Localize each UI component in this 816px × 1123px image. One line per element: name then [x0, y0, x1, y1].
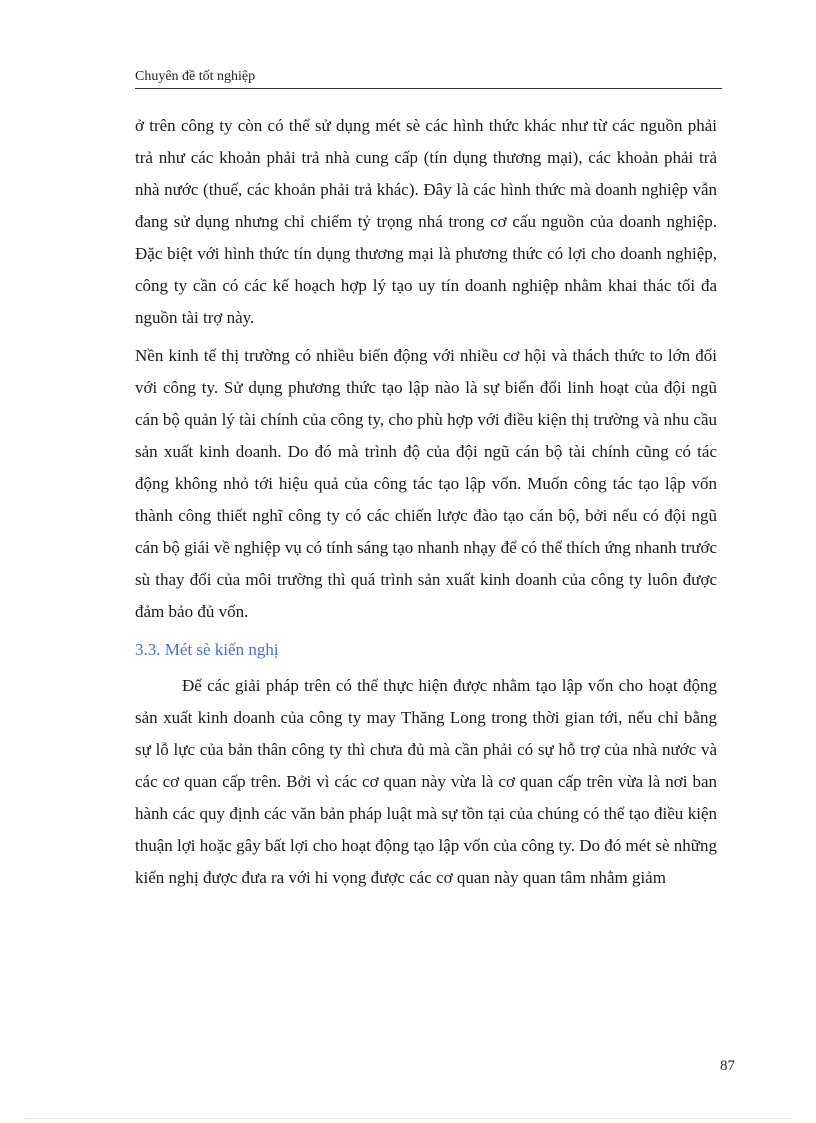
page-header: [135, 68, 722, 89]
paragraph-1: ở trên công ty còn có thể sử dụng mét sè các hình thức khác như từ các nguồn phải trả như các khoản phải trả nhà cung cấp (tín dụng thương mại), các khoản phải trả nhà nước (thuế, các khoản phải trả khác). Đây là các hình thức mà doanh nghiệp vẫn đang sử dụng nhưng chỉ chiếm tỷ trọng nhá trong cơ cấu nguồn của doanh nghiệp. Đặc biệt với hình thức tín dụng thương mại là phương thức có lợi cho doanh nghiệp, công ty cần có các kế hoạch hợp lý tạo uy tín doanh nghiệp nhằm khai thác tối đa nguồn tài trợ này.: [135, 116, 717, 327]
page-number: 87: [720, 1058, 735, 1074]
paragraph-2: Nền kinh tế thị trường có nhiều biến động với nhiều cơ hội và thách thức to lớn đối với công ty. Sử dụng phương thức tạo lập nào là sự biến đổi linh hoạt của đội ngũ cán bộ quản lý tài chính của công ty, cho phù hợp với điều kiện thị trường và nhu cầu sản xuất kinh doanh. Do đó mà trình độ của đội ngũ cán bộ tài chính cũng có tác động không nhỏ tới hiệu quả của công tác tạo lập vốn. Muốn công tác tạo lập vốn thành công thiết nghĩ công ty có các chiến lược đào tạo cán bộ, bởi nếu có đội ngũ cán bộ giái về nghiệp vụ có tính sáng tạo nhanh nhạy để có thể thích ứng nhanh trước sù thay đổi của môi trường thì quá trình sản xuất kinh doanh của công ty luôn được đảm bảo đủ vốn.: [135, 346, 717, 621]
section-heading: 3.3. Mét sè kiến nghị: [135, 640, 279, 659]
footer-divider: [25, 1118, 791, 1119]
paragraph-3: Để các giải pháp trên có thể thực hiện được nhằm tạo lập vốn cho hoạt động sản xuất kinh doanh của công ty may Thăng Long trong thời gian tới, nếu chỉ bằng sự lỗ lực của bản thân công ty thì chưa đủ mà cần phải có sự hỗ trợ của nhà nước và các cơ quan cấp trên. Bởi vì các cơ quan này vừa là cơ quan cấp trên vừa là nơi ban hành các quy định các văn bản pháp luật mà sự tồn tại của chúng có thể tạo điều kiện thuận lợi hoặc gây bất lợi cho hoạt động tạo lập vốn của công ty. Do đó mét sè những kiến nghị được đưa ra với hi vọng được các cơ quan này quan tâm nhằm giảm: [135, 676, 717, 887]
document-body: [135, 110, 717, 894]
header-title: Chuyên đề tốt nghiệp: [135, 69, 256, 84]
